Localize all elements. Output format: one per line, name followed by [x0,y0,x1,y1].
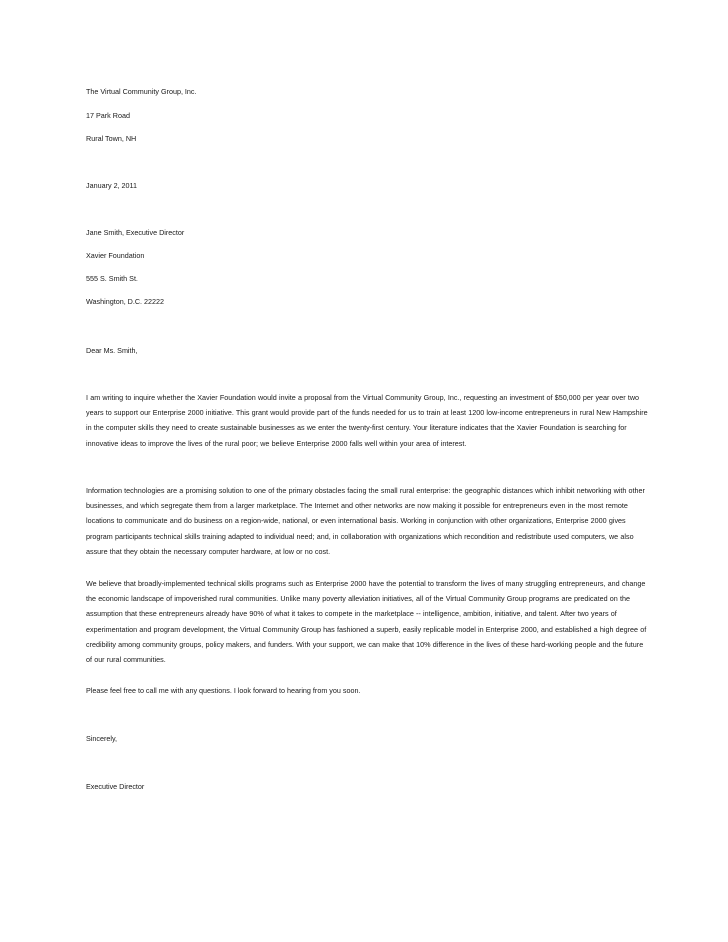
body-paragraph-1: I am writing to inquire whether the Xavier Foundation would invite a proposal from the Virtual Community Group, Inc., requesting an investment of $50,000 per year over two years to support our Enterprise 2000 initiative. This grant would provide part of the funds needed for us to train at least 1200 low-income entrepreneurs in rural New Hampshire in the computer skills they need to create sustainable businesses as we enter the twenty-first century. Your literature indicates that the Xavier Foundation is searching for innovative ideas to improve the lives of the rural poor; we believe Enterprise 2000 falls well within your area of interest. [86,393,648,448]
recipient-org: Xavier Foundation [86,251,145,260]
body-paragraph-4: Please feel free to call me with any questions. I look forward to hearing from you soon. [86,686,361,695]
signature-title: Executive Director [86,782,145,791]
sender-org: The Virtual Community Group, Inc. [86,87,197,96]
recipient-street: 555 S. Smith St. [86,274,138,283]
closing: Sincerely, [86,734,118,743]
recipient-name-title: Jane Smith, Executive Director [86,228,185,237]
recipient-city: Washington, D.C. 22222 [86,297,165,306]
letter-date: January 2, 2011 [86,181,138,190]
salutation: Dear Ms. Smith, [86,346,138,355]
body-paragraph-3: We believe that broadly-implemented technical skills programs such as Enterprise 2000 have the potential to transform the lives of many struggling entrepreneurs, and change the economic landscape of impoverished rural communities. Unlike many poverty alleviation initiatives, all of the Virtual Community Group programs are predicated on the assumption that these entrepreneurs already have 90% of what it takes to compete in the marketplace -- intelligence, ambition, initiative, and talent. After two years of experimentation and program development, the Virtual Community Group has fashioned a superb, easily replicable model in Enterprise 2000, and established a high degree of credibility among community groups, policy makers, and funders. With your support, we can make that 10% difference in the lives of these hard-working people and the future of our rural communities. [86,579,647,665]
body-paragraph-2: Information technologies are a promising solution to one of the primary obstacles facing the small rural enterprise: the geographic distances which inhibit networking with other businesses, and which segregate them from a larger marketplace. The Internet and other networks are now making it possible for entrepreneurs even in the most remote locations to communicate and do business on a region-wide, national, or even international basis. Working in conjunction with other organizations, Enterprise 2000 gives program participants technical skills training adapted to individual need; and, in collaboration with organizations which recondition and redistribute used computers, we also assure that they obtain the necessary computer hardware, at low or no cost. [86,486,645,556]
sender-street: 17 Park Road [86,111,130,120]
sender-city: Rural Town, NH [86,134,137,143]
